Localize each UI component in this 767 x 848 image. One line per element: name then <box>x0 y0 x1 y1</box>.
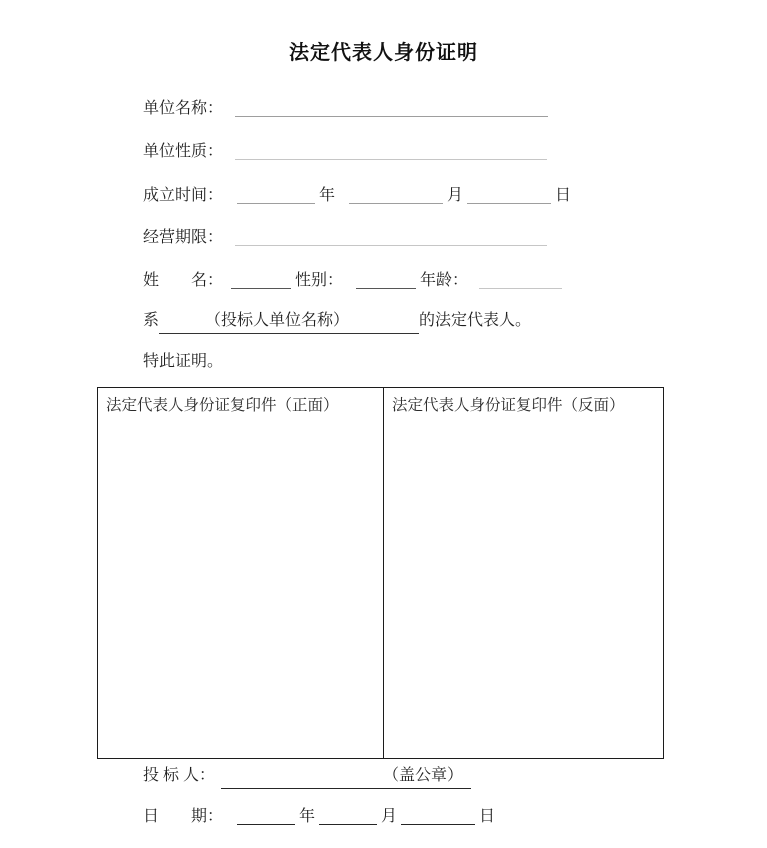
date-year-suffix: 年 <box>299 808 316 825</box>
id-copy-back-cell <box>384 388 663 758</box>
field-row-person <box>143 271 562 291</box>
person-name-blank <box>231 274 291 289</box>
id-copy-box <box>97 387 664 759</box>
business-term-blank <box>235 231 547 246</box>
date-day-blank <box>401 810 475 825</box>
field-row-statement <box>143 311 531 334</box>
person-age-label: 年龄： <box>420 272 469 289</box>
unit-nature-label: 单位性质： <box>143 143 224 160</box>
date-month-suffix: 月 <box>381 808 398 825</box>
field-row-unit-name <box>143 99 548 119</box>
field-row-unit-nature <box>143 142 547 162</box>
bidder-trailing-blank <box>463 779 471 780</box>
date-year-blank <box>237 810 295 825</box>
field-row-establish-date <box>143 186 571 206</box>
date-day-suffix: 日 <box>479 808 496 825</box>
unit-nature-blank <box>235 145 547 160</box>
establish-day-suffix: 日 <box>555 187 572 204</box>
unit-name-label: 单位名称： <box>143 100 224 117</box>
person-name-label: 姓 名： <box>143 272 224 289</box>
date-label: 日 期： <box>143 808 224 825</box>
id-copy-front-cell <box>98 388 384 758</box>
document-title: 法定代表人身份证明 <box>289 42 478 64</box>
statement-suffix: 的法定代表人。 <box>419 312 532 329</box>
id-copy-front-label: 法定代表人身份证复印件（正面） <box>106 397 339 414</box>
statement-leading-blank <box>159 324 205 325</box>
statement-inline-note: （投标人单位名称） <box>205 312 350 329</box>
bidder-blank <box>221 779 383 780</box>
person-gender-blank <box>356 274 416 289</box>
certification-text: 特此证明。 <box>143 353 224 370</box>
business-term-label: 经营期限： <box>143 229 224 246</box>
establish-day-blank <box>467 189 551 204</box>
seal-note: （盖公章） <box>383 767 464 784</box>
establish-year-blank <box>237 189 315 204</box>
bidder-underlined-group <box>221 766 471 789</box>
unit-name-blank <box>235 102 548 117</box>
signature-row-date <box>143 807 495 827</box>
field-row-certification <box>143 352 223 372</box>
bidder-label: 投 标 人： <box>143 767 216 784</box>
establish-year-suffix: 年 <box>319 187 336 204</box>
statement-prefix: 系 <box>143 312 160 329</box>
date-month-blank <box>319 810 377 825</box>
establish-month-blank <box>349 189 443 204</box>
establish-month-suffix: 月 <box>447 187 464 204</box>
person-gender-label: 性别： <box>295 272 344 289</box>
field-row-business-term <box>143 228 547 248</box>
statement-trailing-blank <box>349 324 419 325</box>
signature-row-bidder <box>143 766 471 789</box>
person-age-blank <box>479 274 562 289</box>
id-copy-back-label: 法定代表人身份证复印件（反面） <box>392 397 625 414</box>
establish-date-label: 成立时间： <box>143 187 224 204</box>
statement-underlined-group <box>159 311 419 334</box>
